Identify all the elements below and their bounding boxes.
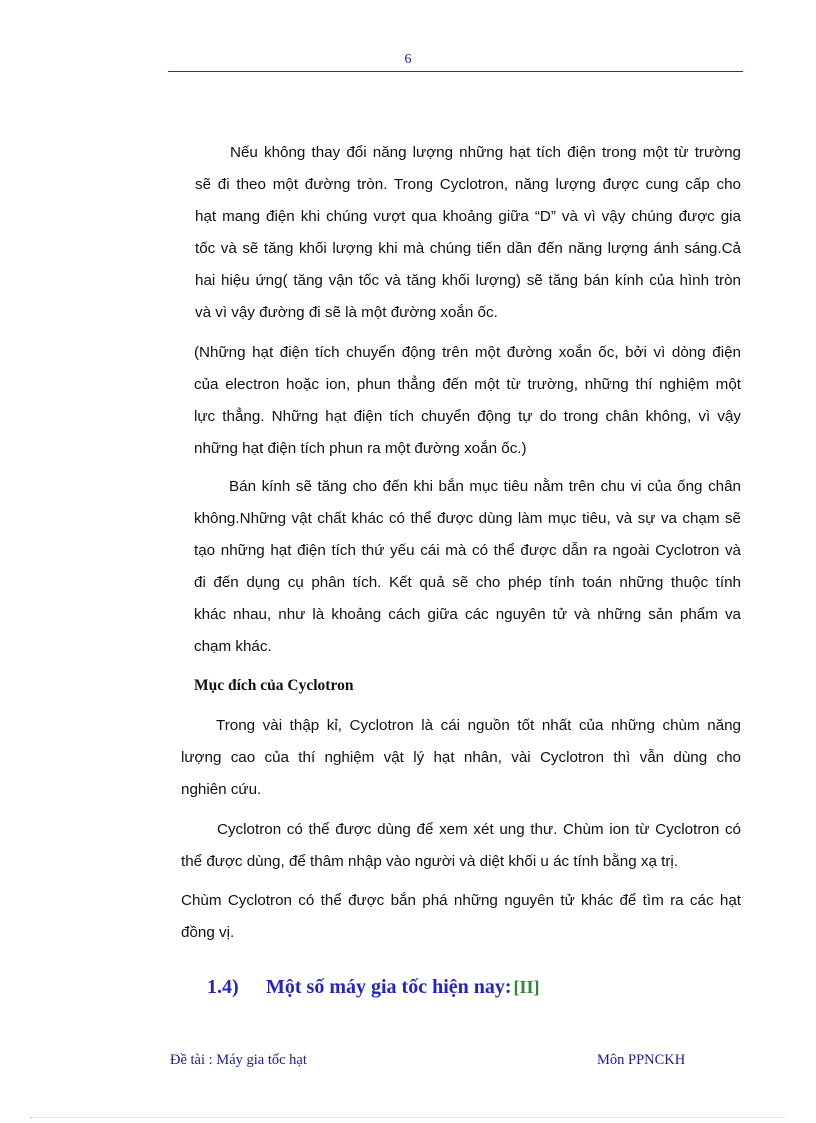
- paragraph-3: [194, 471, 741, 663]
- text-line: tạo những hạt điện tích thứ yếu cái mà có thể được dẫn ra ngoài Cyclotron và: [194, 542, 741, 559]
- paragraph-1: [195, 137, 741, 329]
- text-line: nghiên cứu.: [181, 781, 262, 798]
- text-line: thể được dùng, để thâm nhập vào người và diệt khối u ác tính bằng xạ trị.: [181, 853, 679, 870]
- page-edge-rule: [30, 1117, 786, 1118]
- text-line: (Những hạt điện tích chuyển động trên một đường xoắn ốc, bởi vì dòng điện: [194, 344, 741, 361]
- footer-course: Môn PPNCKH: [597, 1052, 686, 1068]
- text-line: và vì vậy đường đi sẽ là một đường xoắn ốc.: [195, 304, 498, 321]
- paragraph-5: [181, 814, 741, 878]
- section-reference: [II]: [513, 977, 540, 997]
- text-line: sẽ đi theo một đường tròn. Trong Cyclotron, năng lượng được cung cấp cho: [195, 176, 741, 193]
- page-number: 6: [404, 52, 412, 67]
- text-line: khác nhau, như là khoảng cách giữa các nguyên tử và những sản phẩm va: [194, 606, 741, 623]
- text-line: Nếu không thay đổi năng lượng những hạt tích điện trong một từ trường: [230, 144, 741, 161]
- text-line: của electron hoặc ion, phun thẳng đến một từ trường, những thí nghiệm một: [194, 376, 741, 393]
- text-line: hạt mang điện khi chúng vượt qua khoảng giữa “D” và vì vậy chúng được gia: [195, 208, 741, 225]
- text-line: Cyclotron có thể được dùng để xem xét ung thư. Chùm ion từ Cyclotron có: [217, 821, 741, 838]
- text-line: chạm khác.: [194, 638, 272, 655]
- subheading: Mục đích của Cyclotron: [194, 677, 354, 694]
- header-rule: [168, 71, 743, 72]
- text-line: hai hiệu ứng( tăng vận tốc và tăng khối lượng) sẽ tăng bán kính của hình tròn: [195, 272, 741, 289]
- text-line: Bán kính sẽ tăng cho đến khi bắn mục tiêu nằm trên chu vi của ống chân: [229, 478, 741, 495]
- text-line: Trong vài thập kỉ, Cyclotron là cái nguồn tốt nhất của những chùm năng: [216, 717, 741, 734]
- paragraph-4: [181, 710, 741, 806]
- section-number: 1.4): [207, 976, 239, 998]
- text-line: Chùm Cyclotron có thể được bắn phá những nguyên tử khác để tìm ra các hạt: [181, 892, 741, 909]
- text-line: những hạt điện tích phun ra một đường xoắn ốc.): [194, 440, 527, 457]
- paragraph-2: [194, 337, 741, 465]
- section-heading: [207, 972, 540, 1002]
- text-line: không.Những vật chất khác có thể được dùng làm mục tiêu, và sự va chạm sẽ: [194, 510, 741, 527]
- paragraph-6: [181, 885, 741, 949]
- text-line: lượng cao của thí nghiệm vật lý hạt nhân, vài Cyclotron thì vẫn dùng cho: [181, 749, 741, 766]
- text-line: đồng vị.: [181, 924, 235, 941]
- text-line: tốc và sẽ tăng khối lượng khi mà chúng tiến dần đến năng lượng ánh sáng.Cả: [195, 240, 741, 257]
- footer-topic: Đề tài : Máy gia tốc hạt: [170, 1052, 307, 1068]
- text-line: lực thẳng. Những hạt điện tích chuyển động tự do trong chân không, vì vậy: [194, 408, 741, 425]
- text-line: đi đến dụng cụ phân tích. Kết quả sẽ cho phép tính toán những thuộc tính: [194, 574, 741, 591]
- section-title: Một số máy gia tốc hiện nay:: [266, 976, 512, 998]
